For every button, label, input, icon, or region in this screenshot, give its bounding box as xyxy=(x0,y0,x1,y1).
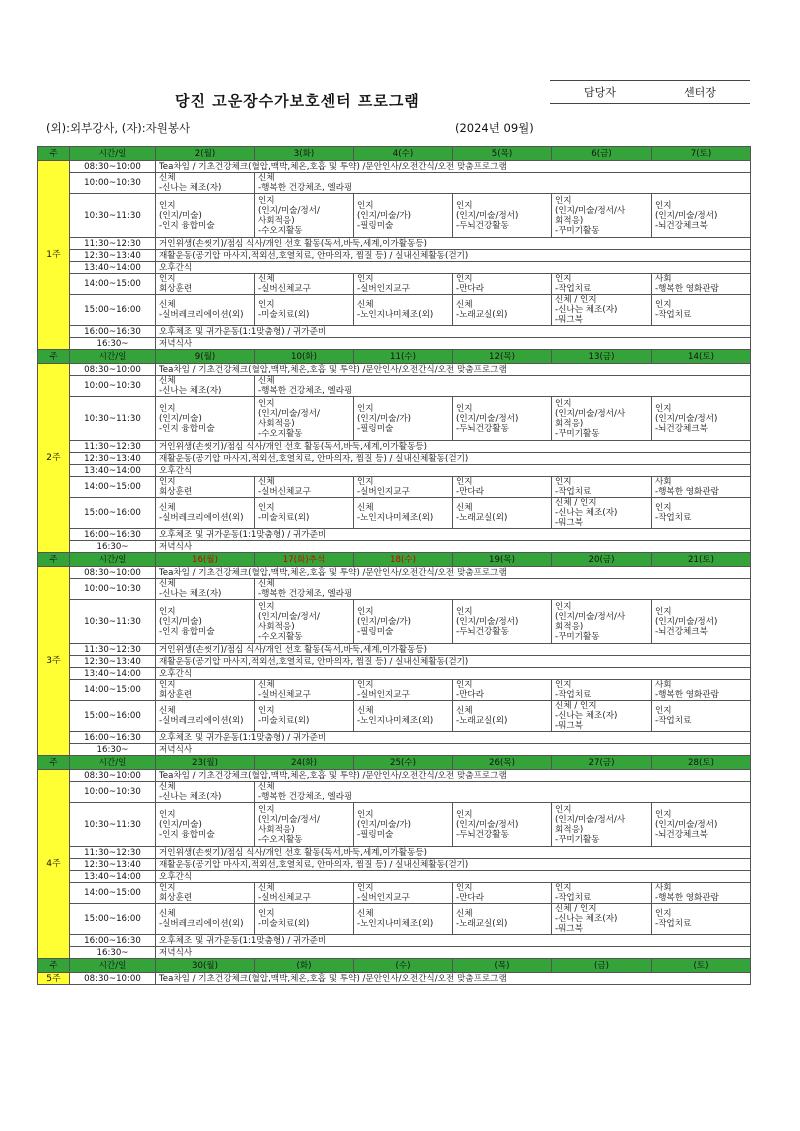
activity-span-cell: Tea차임 / 기초건강체크(혈압,맥박,체온,호흡 및 투약) /문안인사/오전간식/오전 맞춤프로그램 xyxy=(156,364,751,376)
time-slot: 12:30~13:40 xyxy=(70,250,156,262)
day-header: 25(수) xyxy=(354,756,453,770)
schedule-row xyxy=(38,238,751,250)
time-slot: 12:30~13:40 xyxy=(70,656,156,668)
activity-cell: 인지 회상훈련 xyxy=(156,274,255,295)
activity-cell: 인지 (인지/미술/가) -필링미술 xyxy=(354,397,453,441)
schedule-row xyxy=(38,397,751,441)
schedule-row xyxy=(38,744,751,756)
time-slot: 11:30~12:30 xyxy=(70,441,156,453)
activity-cell: 신체 -신나는 체조(자) xyxy=(156,173,255,194)
activity-span-cell: Tea차임 / 기초건강체크(혈압,맥박,체온,호흡 및 투약) /문안인사/오전간식/오전 맞춤프로그램 xyxy=(156,567,751,579)
activity-cell: 신체 -실버신체교구 xyxy=(255,680,354,701)
time-slot: 10:30~11:30 xyxy=(70,803,156,847)
activity-cell: 인지 (인지/미술/정서/ 사회적응) -수오지활동 xyxy=(255,194,354,238)
activity-span-cell: Tea차임 / 기초건강체크(혈압,맥박,체온,호흡 및 투약) /문안인사/오전간식/오전 맞춤프로그램 xyxy=(156,973,751,985)
schedule-row xyxy=(38,477,751,498)
day-header: 13(금) xyxy=(552,350,652,364)
time-slot: 08:30~10:00 xyxy=(70,770,156,782)
schedule-row xyxy=(38,262,751,274)
time-slot: 16:30~ xyxy=(70,541,156,553)
activity-span-cell: 재활운동(공기압 마사지,적외선,호열치료, 안마의자, 찜질 등) / 실내신체활동(걷기) xyxy=(156,250,751,262)
time-slot: 10:30~11:30 xyxy=(70,600,156,644)
schedule-row xyxy=(38,644,751,656)
activity-cell: 신체 -행복한 건강체조, 엘라핑 xyxy=(255,782,751,803)
page-title: 당진 고운장수가보호센터 프로그램 xyxy=(175,92,420,110)
activity-cell: 신체 / 인지 -신나는 체조(자) -뭐그북 xyxy=(552,295,652,326)
week-header-row xyxy=(38,350,751,364)
activity-cell: 인지 (인지/미술/정서) -뇌건강체크북 xyxy=(652,803,751,847)
activity-span-cell: 재활운동(공기압 마사지,적외선,호열치료, 안마의자, 찜질 등) / 실내신체활동(걷기) xyxy=(156,453,751,465)
time-slot: 10:00~10:30 xyxy=(70,173,156,194)
activity-cell: 인지 (인지/미술/정서) -두뇌건강활동 xyxy=(453,600,552,644)
day-header: 3(화) xyxy=(255,147,354,161)
activity-cell: 신체 -노인지나미체조(외) xyxy=(354,701,453,732)
schedule-row xyxy=(38,579,751,600)
day-header: 19(목) xyxy=(453,553,552,567)
day-header: 28(토) xyxy=(652,756,751,770)
time-slot: 08:30~10:00 xyxy=(70,161,156,173)
time-column-header: 시간/일 xyxy=(70,553,156,567)
activity-span-cell: Tea차임 / 기초건강체크(혈압,맥박,체온,호흡 및 투약) /문안인사/오전간식/오전 맞춤프로그램 xyxy=(156,161,751,173)
activity-cell: 사회 -행복한 영화관람 xyxy=(652,680,751,701)
activity-cell: 인지 -작업치료 xyxy=(652,701,751,732)
activity-span-cell: 거인위생(손씻기)/점심 식사/개인 선호 활동(독서,바둑,세계,이가활동등) xyxy=(156,441,751,453)
activity-cell: 인지 -작업치료 xyxy=(652,904,751,935)
activity-cell: 인지 -만다라 xyxy=(453,883,552,904)
activity-cell: 인지 (인지/미술/정서/사 회적응) -꾸미기활동 xyxy=(552,397,652,441)
day-header: (수) xyxy=(354,959,453,973)
time-slot: 15:00~16:00 xyxy=(70,498,156,529)
schedule-row xyxy=(38,567,751,579)
schedule-row xyxy=(38,364,751,376)
activity-span-cell: 저녁식사 xyxy=(156,541,751,553)
activity-span-cell: 거인위생(손씻기)/점심 식사/개인 선호 활동(독서,바둑,세계,이가활동등) xyxy=(156,847,751,859)
schedule-row xyxy=(38,701,751,732)
activity-cell: 인지 (인지/미술/정서) -뇌건강체크북 xyxy=(652,397,751,441)
activity-span-cell: 재활운동(공기압 마사지,적외선,호열치료, 안마의자, 찜질 등) / 실내신체활동(걷기) xyxy=(156,859,751,871)
schedule-table xyxy=(37,146,751,985)
schedule-row xyxy=(38,498,751,529)
time-slot: 11:30~12:30 xyxy=(70,644,156,656)
activity-span-cell: 오후간식 xyxy=(156,668,751,680)
activity-span-cell: 저녁식사 xyxy=(156,744,751,756)
activity-cell: 인지 회상훈련 xyxy=(156,883,255,904)
schedule-row xyxy=(38,173,751,194)
time-slot: 14:00~15:00 xyxy=(70,477,156,498)
activity-cell: 사회 -행복한 영화관람 xyxy=(652,274,751,295)
activity-cell: 인지 -미술치료(외) xyxy=(255,701,354,732)
schedule-row xyxy=(38,338,751,350)
time-slot: 08:30~10:00 xyxy=(70,973,156,985)
activity-cell: 인지 회상훈련 xyxy=(156,477,255,498)
activity-cell: 인지 (인지/미술/가) -필링미술 xyxy=(354,803,453,847)
activity-cell: 신체 -신나는 체조(자) xyxy=(156,782,255,803)
schedule-row xyxy=(38,803,751,847)
time-slot: 11:30~12:30 xyxy=(70,238,156,250)
activity-cell: 신체 -노인지나미체조(외) xyxy=(354,498,453,529)
activity-cell: 신체 -노래교실(외) xyxy=(453,701,552,732)
day-header: (목) xyxy=(453,959,552,973)
time-slot: 15:00~16:00 xyxy=(70,701,156,732)
schedule-row xyxy=(38,680,751,701)
week-header-row xyxy=(38,553,751,567)
schedule-row xyxy=(38,274,751,295)
activity-cell: 인지 (인지/미술/정서/ 사회적응) -수오지활동 xyxy=(255,803,354,847)
day-header: 14(토) xyxy=(652,350,751,364)
time-slot: 16:00~16:30 xyxy=(70,935,156,947)
activity-cell: 인지 -실버인지교구 xyxy=(354,274,453,295)
activity-cell: 인지 -만다라 xyxy=(453,274,552,295)
schedule-row xyxy=(38,973,751,985)
activity-cell: 신체 -실버신체교구 xyxy=(255,883,354,904)
time-slot: 16:30~ xyxy=(70,947,156,959)
activity-cell: 인지 -실버인지교구 xyxy=(354,680,453,701)
time-column-header: 시간/일 xyxy=(70,350,156,364)
activity-span-cell: 오후간식 xyxy=(156,465,751,477)
time-slot: 08:30~10:00 xyxy=(70,567,156,579)
activity-cell: 인지 (인지/미술/정서/ 사회적응) -수오지활동 xyxy=(255,600,354,644)
schedule-row xyxy=(38,326,751,338)
approval-box xyxy=(550,80,750,104)
activity-cell: 인지 (인지/미술/정서/사 회적응) -꾸미기활동 xyxy=(552,600,652,644)
activity-span-cell: 저녁식사 xyxy=(156,338,751,350)
schedule-row xyxy=(38,161,751,173)
time-slot: 14:00~15:00 xyxy=(70,274,156,295)
week-column-header: 주 xyxy=(38,147,70,161)
schedule-row xyxy=(38,904,751,935)
day-header: 9(월) xyxy=(156,350,255,364)
time-slot: 13:40~14:00 xyxy=(70,465,156,477)
activity-cell: 인지 -미술치료(외) xyxy=(255,904,354,935)
activity-span-cell: 거인위생(손씻기)/점심 식사/개인 선호 활동(독서,바둑,세계,이가활동등) xyxy=(156,238,751,250)
activity-cell: 인지 회상훈련 xyxy=(156,680,255,701)
week-label: 2주 xyxy=(38,364,70,553)
day-header: 23(월) xyxy=(156,756,255,770)
activity-cell: 인지 -작업치료 xyxy=(552,477,652,498)
day-header: 11(수) xyxy=(354,350,453,364)
time-slot: 16:30~ xyxy=(70,744,156,756)
time-slot: 14:00~15:00 xyxy=(70,680,156,701)
activity-cell: 신체 / 인지 -신나는 체조(자) -뭐그북 xyxy=(552,904,652,935)
day-header: 24(화) xyxy=(255,756,354,770)
activity-cell: 인지 (인지/미술/정서) -뇌건강체크북 xyxy=(652,600,751,644)
schedule-row xyxy=(38,782,751,803)
day-header: 6(금) xyxy=(552,147,652,161)
day-header: 17(화)추석 xyxy=(255,553,354,567)
activity-cell: 신체 -신나는 체조(자) xyxy=(156,579,255,600)
week-column-header: 주 xyxy=(38,959,70,973)
activity-cell: 신체 -실버레크리에이션(외) xyxy=(156,498,255,529)
week-column-header: 주 xyxy=(38,756,70,770)
week-label: 4주 xyxy=(38,770,70,959)
schedule-row xyxy=(38,441,751,453)
schedule-row xyxy=(38,376,751,397)
activity-cell: 인지 (인지/미술/가) -필링미술 xyxy=(354,600,453,644)
activity-cell: 인지 (인지/미술/정서/사 회적응) -꾸미기활동 xyxy=(552,803,652,847)
day-header: 26(목) xyxy=(453,756,552,770)
activity-cell: 인지 -실버인지교구 xyxy=(354,477,453,498)
activity-cell: 신체 -실버레크리에이션(외) xyxy=(156,701,255,732)
activity-cell: 신체 -실버신체교구 xyxy=(255,274,354,295)
schedule-row xyxy=(38,465,751,477)
schedule-row xyxy=(38,250,751,262)
time-slot: 10:30~11:30 xyxy=(70,397,156,441)
activity-cell: 신체 -실버레크리에이션(외) xyxy=(156,295,255,326)
activity-cell: 인지 (인지/미술/정서/사 회적응) -꾸미기활동 xyxy=(552,194,652,238)
approval-director-label: 센터장 xyxy=(684,86,716,99)
activity-cell: 인지 (인지/미술/정서) -두뇌건강활동 xyxy=(453,194,552,238)
time-slot: 10:30~11:30 xyxy=(70,194,156,238)
legend-note: (외):외부강사, (자):자원봉사 xyxy=(46,121,191,135)
schedule-row xyxy=(38,859,751,871)
week-header-row xyxy=(38,147,751,161)
day-header: (금) xyxy=(552,959,652,973)
activity-cell: 인지 -작업치료 xyxy=(552,274,652,295)
day-header: 16(월) xyxy=(156,553,255,567)
activity-span-cell: Tea차임 / 기초건강체크(혈압,맥박,체온,호흡 및 투약) /문안인사/오전간식/오전 맞춤프로그램 xyxy=(156,770,751,782)
activity-span-cell: 오후체조 및 귀가운동(1:1맞춤형) / 귀가준비 xyxy=(156,935,751,947)
day-header: 21(토) xyxy=(652,553,751,567)
schedule-row xyxy=(38,295,751,326)
schedule-row xyxy=(38,541,751,553)
schedule-row xyxy=(38,529,751,541)
activity-span-cell: 오후체조 및 귀가운동(1:1맞춤형) / 귀가준비 xyxy=(156,326,751,338)
time-slot: 15:00~16:00 xyxy=(70,295,156,326)
day-header: 12(목) xyxy=(453,350,552,364)
schedule-row xyxy=(38,770,751,782)
activity-cell: 신체 -행복한 건강체조, 엘라핑 xyxy=(255,376,751,397)
activity-cell: 신체 -노래교실(외) xyxy=(453,498,552,529)
activity-cell: 인지 -실버인지교구 xyxy=(354,883,453,904)
time-column-header: 시간/일 xyxy=(70,147,156,161)
time-slot: 08:30~10:00 xyxy=(70,364,156,376)
activity-span-cell: 거인위생(손씻기)/점심 식사/개인 선호 활동(독서,바둑,세계,이가활동등) xyxy=(156,644,751,656)
day-header: 27(금) xyxy=(552,756,652,770)
schedule-row xyxy=(38,732,751,744)
time-slot: 14:00~15:00 xyxy=(70,883,156,904)
day-header: (화) xyxy=(255,959,354,973)
activity-cell: 사회 -행복한 영화관람 xyxy=(652,883,751,904)
activity-span-cell: 저녁식사 xyxy=(156,947,751,959)
day-header: 18(수) xyxy=(354,553,453,567)
activity-cell: 인지 -미술치료(외) xyxy=(255,295,354,326)
activity-cell: 인지 (인지/미술/가) -필링미술 xyxy=(354,194,453,238)
time-slot: 10:00~10:30 xyxy=(70,579,156,600)
activity-cell: 신체 -실버레크리에이션(외) xyxy=(156,904,255,935)
time-slot: 12:30~13:40 xyxy=(70,859,156,871)
activity-cell: 인지 -작업치료 xyxy=(652,498,751,529)
activity-cell: 인지 (인지/미술) -인지 융합미술 xyxy=(156,803,255,847)
approval-staff-label: 담당자 xyxy=(584,86,616,99)
activity-cell: 인지 -만다라 xyxy=(453,477,552,498)
activity-span-cell: 오후간식 xyxy=(156,871,751,883)
time-slot: 16:30~ xyxy=(70,338,156,350)
activity-cell: 인지 (인지/미술) -인지 융합미술 xyxy=(156,600,255,644)
activity-cell: 인지 (인지/미술/정서) -두뇌건강활동 xyxy=(453,397,552,441)
time-slot: 16:00~16:30 xyxy=(70,732,156,744)
schedule-row xyxy=(38,453,751,465)
time-slot: 10:00~10:30 xyxy=(70,782,156,803)
activity-cell: 인지 -작업치료 xyxy=(652,295,751,326)
schedule-row xyxy=(38,935,751,947)
day-header: 2(월) xyxy=(156,147,255,161)
activity-cell: 신체 -신나는 체조(자) xyxy=(156,376,255,397)
week-column-header: 주 xyxy=(38,553,70,567)
week-header-row xyxy=(38,959,751,973)
schedule-row xyxy=(38,600,751,644)
activity-cell: 신체 -노래교실(외) xyxy=(453,904,552,935)
schedule-row xyxy=(38,194,751,238)
day-header: 10(화) xyxy=(255,350,354,364)
activity-cell: 인지 -만다라 xyxy=(453,680,552,701)
day-header: 5(목) xyxy=(453,147,552,161)
activity-cell: 신체 / 인지 -신나는 체조(자) -뭐그북 xyxy=(552,498,652,529)
week-column-header: 주 xyxy=(38,350,70,364)
activity-cell: 신체 -노래교실(외) xyxy=(453,295,552,326)
time-slot: 15:00~16:00 xyxy=(70,904,156,935)
activity-cell: 신체 / 인지 -신나는 체조(자) -뭐그북 xyxy=(552,701,652,732)
activity-cell: 인지 -작업치료 xyxy=(552,883,652,904)
month-label: (2024년 09월) xyxy=(455,121,534,135)
schedule-row xyxy=(38,656,751,668)
schedule-row xyxy=(38,847,751,859)
time-slot: 11:30~12:30 xyxy=(70,847,156,859)
day-header: 7(토) xyxy=(652,147,751,161)
week-label: 3주 xyxy=(38,567,70,756)
activity-cell: 사회 -행복한 영화관람 xyxy=(652,477,751,498)
time-slot: 16:00~16:30 xyxy=(70,529,156,541)
activity-span-cell: 오후간식 xyxy=(156,262,751,274)
activity-span-cell: 오후체조 및 귀가운동(1:1맞춤형) / 귀가준비 xyxy=(156,529,751,541)
activity-span-cell: 재활운동(공기압 마사지,적외선,호열치료, 안마의자, 찜질 등) / 실내신체활동(걷기) xyxy=(156,656,751,668)
activity-cell: 인지 -작업치료 xyxy=(552,680,652,701)
day-header: 20(금) xyxy=(552,553,652,567)
week-header-row xyxy=(38,756,751,770)
activity-cell: 인지 (인지/미술) -인지 융합미술 xyxy=(156,194,255,238)
day-header: 4(수) xyxy=(354,147,453,161)
schedule-row xyxy=(38,883,751,904)
activity-cell: 신체 -행복한 건강체조, 엘라핑 xyxy=(255,579,751,600)
time-slot: 12:30~13:40 xyxy=(70,453,156,465)
activity-span-cell: 오후체조 및 귀가운동(1:1맞춤형) / 귀가준비 xyxy=(156,732,751,744)
activity-cell: 인지 (인지/미술/정서) -뇌건강체크북 xyxy=(652,194,751,238)
activity-cell: 신체 -노인지나미체조(외) xyxy=(354,904,453,935)
time-slot: 16:00~16:30 xyxy=(70,326,156,338)
schedule-row xyxy=(38,668,751,680)
week-label: 1주 xyxy=(38,161,70,350)
day-header: 30(월) xyxy=(156,959,255,973)
time-slot: 13:40~14:00 xyxy=(70,668,156,680)
schedule-row xyxy=(38,871,751,883)
activity-cell: 인지 (인지/미술/정서) -두뇌건강활동 xyxy=(453,803,552,847)
time-slot: 10:00~10:30 xyxy=(70,376,156,397)
time-column-header: 시간/일 xyxy=(70,756,156,770)
activity-cell: 인지 (인지/미술) -인지 융합미술 xyxy=(156,397,255,441)
activity-cell: 신체 -행복한 건강체조, 엘라핑 xyxy=(255,173,751,194)
activity-cell: 인지 (인지/미술/정서/ 사회적응) -수오지활동 xyxy=(255,397,354,441)
time-slot: 13:40~14:00 xyxy=(70,871,156,883)
activity-cell: 신체 -실버신체교구 xyxy=(255,477,354,498)
week-label: 5주 xyxy=(38,973,70,985)
time-column-header: 시간/일 xyxy=(70,959,156,973)
time-slot: 13:40~14:00 xyxy=(70,262,156,274)
activity-cell: 인지 -미술치료(외) xyxy=(255,498,354,529)
schedule-row xyxy=(38,947,751,959)
day-header: (토) xyxy=(652,959,751,973)
activity-cell: 신체 -노인지나미체조(외) xyxy=(354,295,453,326)
